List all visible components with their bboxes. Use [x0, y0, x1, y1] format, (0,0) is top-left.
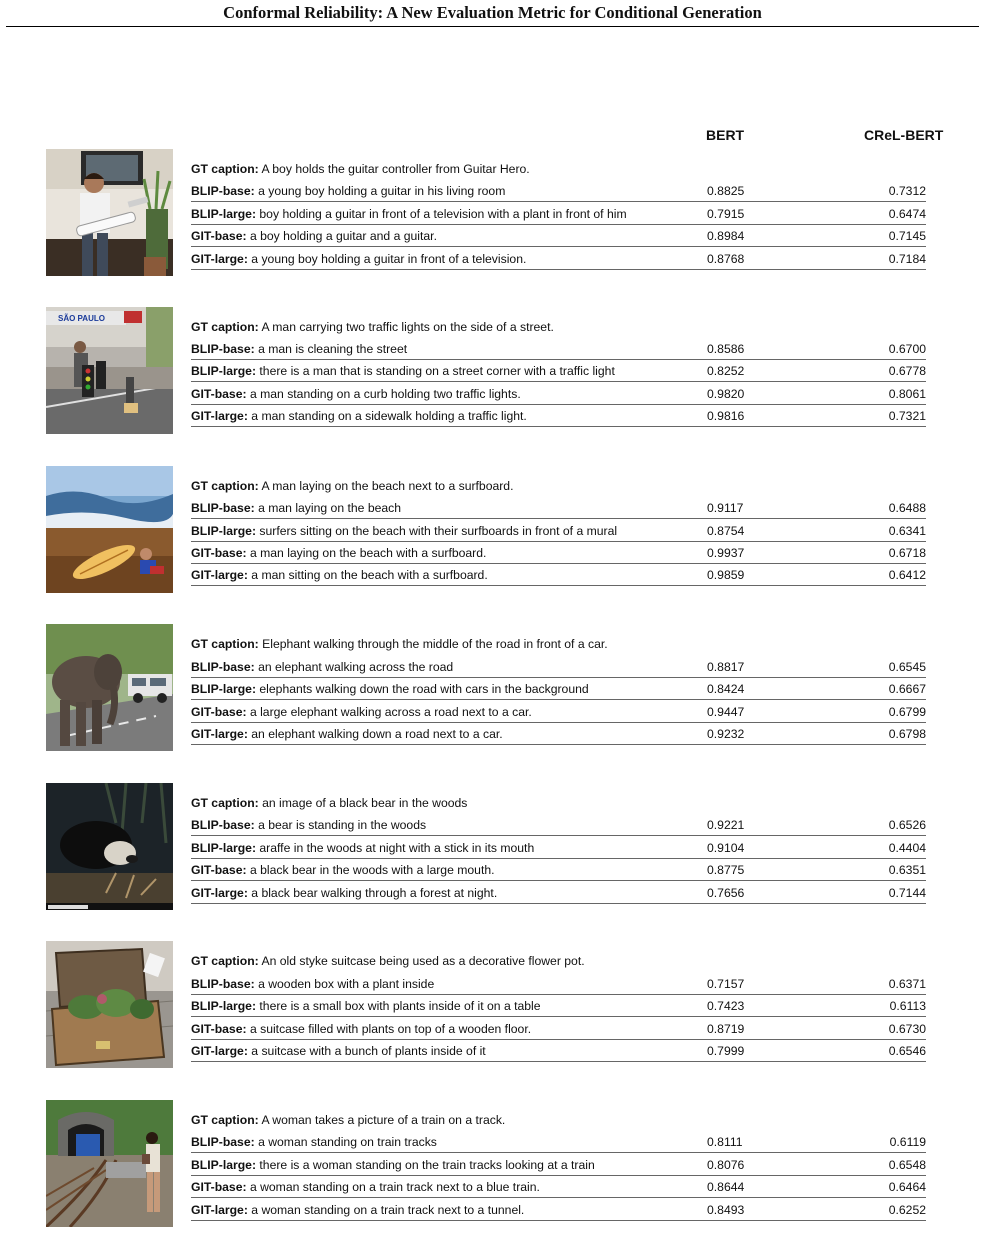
bert-score: 0.9859 — [707, 568, 745, 582]
table-row — [191, 183, 926, 202]
caption-text: surfers sitting on the beach with their surfboards in front of a mural — [259, 524, 618, 538]
page-header — [6, 0, 979, 27]
crel-bert-score: 0.6548 — [888, 1158, 926, 1172]
table-row — [191, 726, 926, 745]
table-row — [191, 885, 926, 904]
table-row — [191, 251, 926, 270]
caption-text: a black bear in the woods with a large mouth. — [249, 863, 495, 877]
bert-score: 0.8076 — [707, 1158, 745, 1172]
example-block — [46, 1100, 946, 1228]
crel-bert-score: 0.7145 — [888, 229, 926, 243]
gt-caption-text: Elephant walking through the middle of the road in front of a car. — [262, 637, 608, 651]
caption-text: elephants walking down the road with cars in the background — [259, 682, 589, 696]
caption-text: a woman standing on a train track next to a blue train. — [249, 1180, 540, 1194]
gt-caption — [191, 479, 513, 493]
model-label: GIT-base: — [191, 863, 247, 877]
column-header-crel-bert: CReL-BERT — [864, 127, 944, 143]
bert-score: 0.8424 — [707, 682, 745, 696]
crel-bert-score: 0.6464 — [888, 1180, 926, 1194]
caption-text: there is a woman standing on the train tracks looking at a train — [259, 1158, 595, 1172]
bert-score: 0.7423 — [707, 999, 745, 1013]
model-label: BLIP-large: — [191, 1158, 257, 1172]
model-label: BLIP-large: — [191, 682, 257, 696]
model-label: BLIP-large: — [191, 999, 257, 1013]
caption-text: a suitcase filled with plants on top of a wooden floor. — [249, 1022, 532, 1036]
crel-bert-score: 0.6667 — [888, 682, 926, 696]
model-label: GIT-large: — [191, 568, 248, 582]
boy-with-guitar-image — [46, 149, 173, 276]
bert-score: 0.8493 — [707, 1203, 745, 1217]
caption-text: a man is cleaning the street — [258, 342, 408, 356]
crel-bert-score: 0.6718 — [888, 546, 926, 560]
model-label: BLIP-base: — [191, 660, 255, 674]
table-row — [191, 228, 926, 247]
column-header-bert: BERT — [706, 127, 745, 143]
crel-bert-score: 0.6799 — [888, 705, 926, 719]
sao-paulo-sign: SÃO PAULO — [58, 314, 105, 323]
gt-caption-text: A boy holds the guitar controller from Guitar Hero. — [261, 162, 530, 176]
crel-bert-score: 0.7321 — [888, 409, 926, 423]
model-label: BLIP-base: — [191, 977, 255, 991]
caption-text: a young boy holding a guitar in front of a television. — [251, 252, 527, 266]
crel-bert-score: 0.6113 — [889, 999, 926, 1013]
example-block — [46, 466, 946, 594]
caption-text: a wooden box with a plant inside — [258, 977, 435, 991]
crel-bert-score: 0.7144 — [888, 886, 926, 900]
crel-bert-score: 0.6119 — [889, 1135, 926, 1149]
crel-bert-score: 0.6474 — [888, 207, 926, 221]
model-label: GIT-base: — [191, 1180, 247, 1194]
example-block — [46, 149, 946, 277]
caption-text: a man sitting on the beach with a surfboard. — [251, 568, 488, 582]
crel-bert-score: 0.6545 — [888, 660, 926, 674]
table-row — [191, 1021, 926, 1040]
caption-text: a man standing on a sidewalk holding a traffic light. — [251, 409, 527, 423]
caption-text: a young boy holding a guitar in his living room — [258, 184, 506, 198]
bert-score: 0.7157 — [707, 977, 745, 991]
crel-bert-score: 0.6730 — [888, 1022, 926, 1036]
gt-caption — [191, 637, 608, 651]
model-label: GIT-large: — [191, 409, 248, 423]
bert-score: 0.8984 — [707, 229, 745, 243]
model-label: BLIP-large: — [191, 364, 257, 378]
bert-score: 0.9447 — [707, 705, 745, 719]
bert-score: 0.9104 — [707, 841, 745, 855]
gt-caption-label: GT caption: — [191, 637, 259, 651]
caption-text: there is a small box with plants inside of it on a table — [259, 999, 541, 1013]
caption-text: a bear is standing in the woods — [258, 818, 427, 832]
table-row — [191, 408, 926, 427]
crel-bert-score: 0.6700 — [888, 342, 926, 356]
caption-text: a suitcase with a bunch of plants inside of it — [251, 1044, 486, 1058]
model-label: BLIP-large: — [191, 207, 257, 221]
page-title: Conformal Reliability: A New Evaluation Metric for Conditional Generation — [223, 3, 762, 22]
gt-caption-label: GT caption: — [191, 320, 259, 334]
train-track-image — [46, 1100, 173, 1227]
gt-caption-label: GT caption: — [191, 162, 259, 176]
crel-bert-score: 0.6546 — [888, 1044, 926, 1058]
table-row — [191, 1043, 926, 1062]
bert-score: 0.7999 — [707, 1044, 745, 1058]
caption-text: a woman standing on train tracks — [258, 1135, 437, 1149]
caption-text: there is a man that is standing on a street corner with a traffic light — [259, 364, 615, 378]
bert-score: 0.8111 — [707, 1135, 743, 1149]
crel-bert-score: 0.7312 — [888, 184, 926, 198]
model-label: GIT-large: — [191, 252, 248, 266]
table-row — [191, 976, 926, 995]
bert-score: 0.8754 — [707, 524, 745, 538]
table-row — [191, 817, 926, 836]
example-block — [46, 624, 946, 752]
model-label: BLIP-large: — [191, 841, 257, 855]
gt-caption — [191, 796, 467, 810]
crel-bert-score: 0.4404 — [888, 841, 926, 855]
example-block — [46, 941, 946, 1069]
caption-text: a black bear walking through a forest at night. — [251, 886, 498, 900]
caption-text: boy holding a guitar in front of a television with a plant in front of him — [259, 207, 627, 221]
crel-bert-score: 0.6351 — [888, 863, 926, 877]
gt-caption-text: A man laying on the beach next to a surfboard. — [261, 479, 514, 493]
table-row — [191, 1134, 926, 1153]
model-label: GIT-large: — [191, 727, 248, 741]
beach-surfboard-image — [46, 466, 173, 593]
suitcase-plants-image — [46, 941, 173, 1068]
gt-caption — [191, 320, 554, 334]
bert-score: 0.9117 — [707, 501, 744, 515]
caption-text: a woman standing on a train track next to a tunnel. — [251, 1203, 525, 1217]
model-label: GIT-large: — [191, 886, 248, 900]
gt-caption-label: GT caption: — [191, 954, 259, 968]
model-label: BLIP-base: — [191, 342, 255, 356]
gt-caption-text: A woman takes a picture of a train on a track. — [261, 1113, 506, 1127]
bert-score: 0.8817 — [707, 660, 745, 674]
caption-text: a boy holding a guitar and a guitar. — [249, 229, 437, 243]
table-row — [191, 206, 926, 225]
model-label: GIT-base: — [191, 229, 247, 243]
crel-bert-score: 0.6252 — [888, 1203, 926, 1217]
bert-score: 0.8775 — [707, 863, 745, 877]
caption-text: araffe in the woods at night with a stick in its mouth — [259, 841, 535, 855]
table-row — [191, 840, 926, 859]
table-row — [191, 500, 926, 519]
table-row — [191, 1202, 926, 1221]
table-row — [191, 681, 926, 700]
model-label: BLIP-base: — [191, 184, 255, 198]
crel-bert-score: 0.6798 — [888, 727, 926, 741]
model-label: BLIP-base: — [191, 1135, 255, 1149]
bert-score: 0.9937 — [707, 546, 745, 560]
bert-score: 0.8644 — [707, 1180, 745, 1194]
crel-bert-score: 0.6341 — [888, 524, 926, 538]
gt-caption-text: An old styke suitcase being used as a decorative flower pot. — [261, 954, 585, 968]
bert-score: 0.9232 — [707, 727, 745, 741]
caption-text: an elephant walking down a road next to a car. — [251, 727, 503, 741]
bert-score: 0.7656 — [707, 886, 745, 900]
model-label: BLIP-base: — [191, 501, 255, 515]
gt-caption-text: an image of a black bear in the woods — [262, 796, 468, 810]
table-row — [191, 1179, 926, 1198]
model-label: GIT-base: — [191, 387, 247, 401]
table-row — [191, 386, 926, 405]
bert-score: 0.9820 — [707, 387, 745, 401]
gt-caption — [191, 1113, 505, 1127]
caption-text: a large elephant walking across a road next to a car. — [249, 705, 532, 719]
model-label: GIT-base: — [191, 705, 247, 719]
bert-score: 0.9816 — [707, 409, 745, 423]
gt-caption-label: GT caption: — [191, 479, 259, 493]
table-row — [191, 998, 926, 1017]
crel-bert-score: 0.8061 — [888, 387, 926, 401]
table-row — [191, 341, 926, 360]
black-bear-image — [46, 783, 173, 910]
table-row — [191, 523, 926, 542]
crel-bert-score: 0.6778 — [888, 364, 926, 378]
crel-bert-score: 0.7184 — [888, 252, 926, 266]
caption-text: a man laying on the beach — [258, 501, 402, 515]
gt-caption-label: GT caption: — [191, 1113, 259, 1127]
example-block — [46, 307, 946, 435]
caption-text: a man laying on the beach with a surfboard. — [249, 546, 487, 560]
table-row — [191, 704, 926, 723]
bert-score: 0.8768 — [707, 252, 745, 266]
table-row — [191, 363, 926, 382]
gt-caption-text: A man carrying two traffic lights on the side of a street. — [261, 320, 554, 334]
crel-bert-score: 0.6526 — [888, 818, 926, 832]
example-block — [46, 783, 946, 911]
model-label: GIT-large: — [191, 1044, 248, 1058]
caption-text: a man standing on a curb holding two traffic lights. — [249, 387, 521, 401]
model-label: BLIP-base: — [191, 818, 255, 832]
crel-bert-score: 0.6488 — [888, 501, 926, 515]
table-row — [191, 567, 926, 586]
table-row — [191, 1157, 926, 1176]
bert-score: 0.8586 — [707, 342, 745, 356]
bert-score: 0.8825 — [707, 184, 745, 198]
model-label: GIT-base: — [191, 1022, 247, 1036]
table-row — [191, 545, 926, 564]
model-label: BLIP-large: — [191, 524, 257, 538]
gt-caption — [191, 162, 530, 176]
gt-caption — [191, 954, 585, 968]
bert-score: 0.9221 — [707, 818, 745, 832]
bert-score: 0.7915 — [707, 207, 745, 221]
caption-text: an elephant walking across the road — [258, 660, 454, 674]
elephant-road-image — [46, 624, 173, 751]
bert-score: 0.8252 — [707, 364, 745, 378]
crel-bert-score: 0.6412 — [888, 568, 926, 582]
model-label: GIT-large: — [191, 1203, 248, 1217]
table-row — [191, 862, 926, 881]
crel-bert-score: 0.6371 — [888, 977, 926, 991]
traffic-lights-image — [46, 307, 173, 434]
gt-caption-label: GT caption: — [191, 796, 259, 810]
bert-score: 0.8719 — [707, 1022, 745, 1036]
table-row — [191, 659, 926, 678]
model-label: GIT-base: — [191, 546, 247, 560]
